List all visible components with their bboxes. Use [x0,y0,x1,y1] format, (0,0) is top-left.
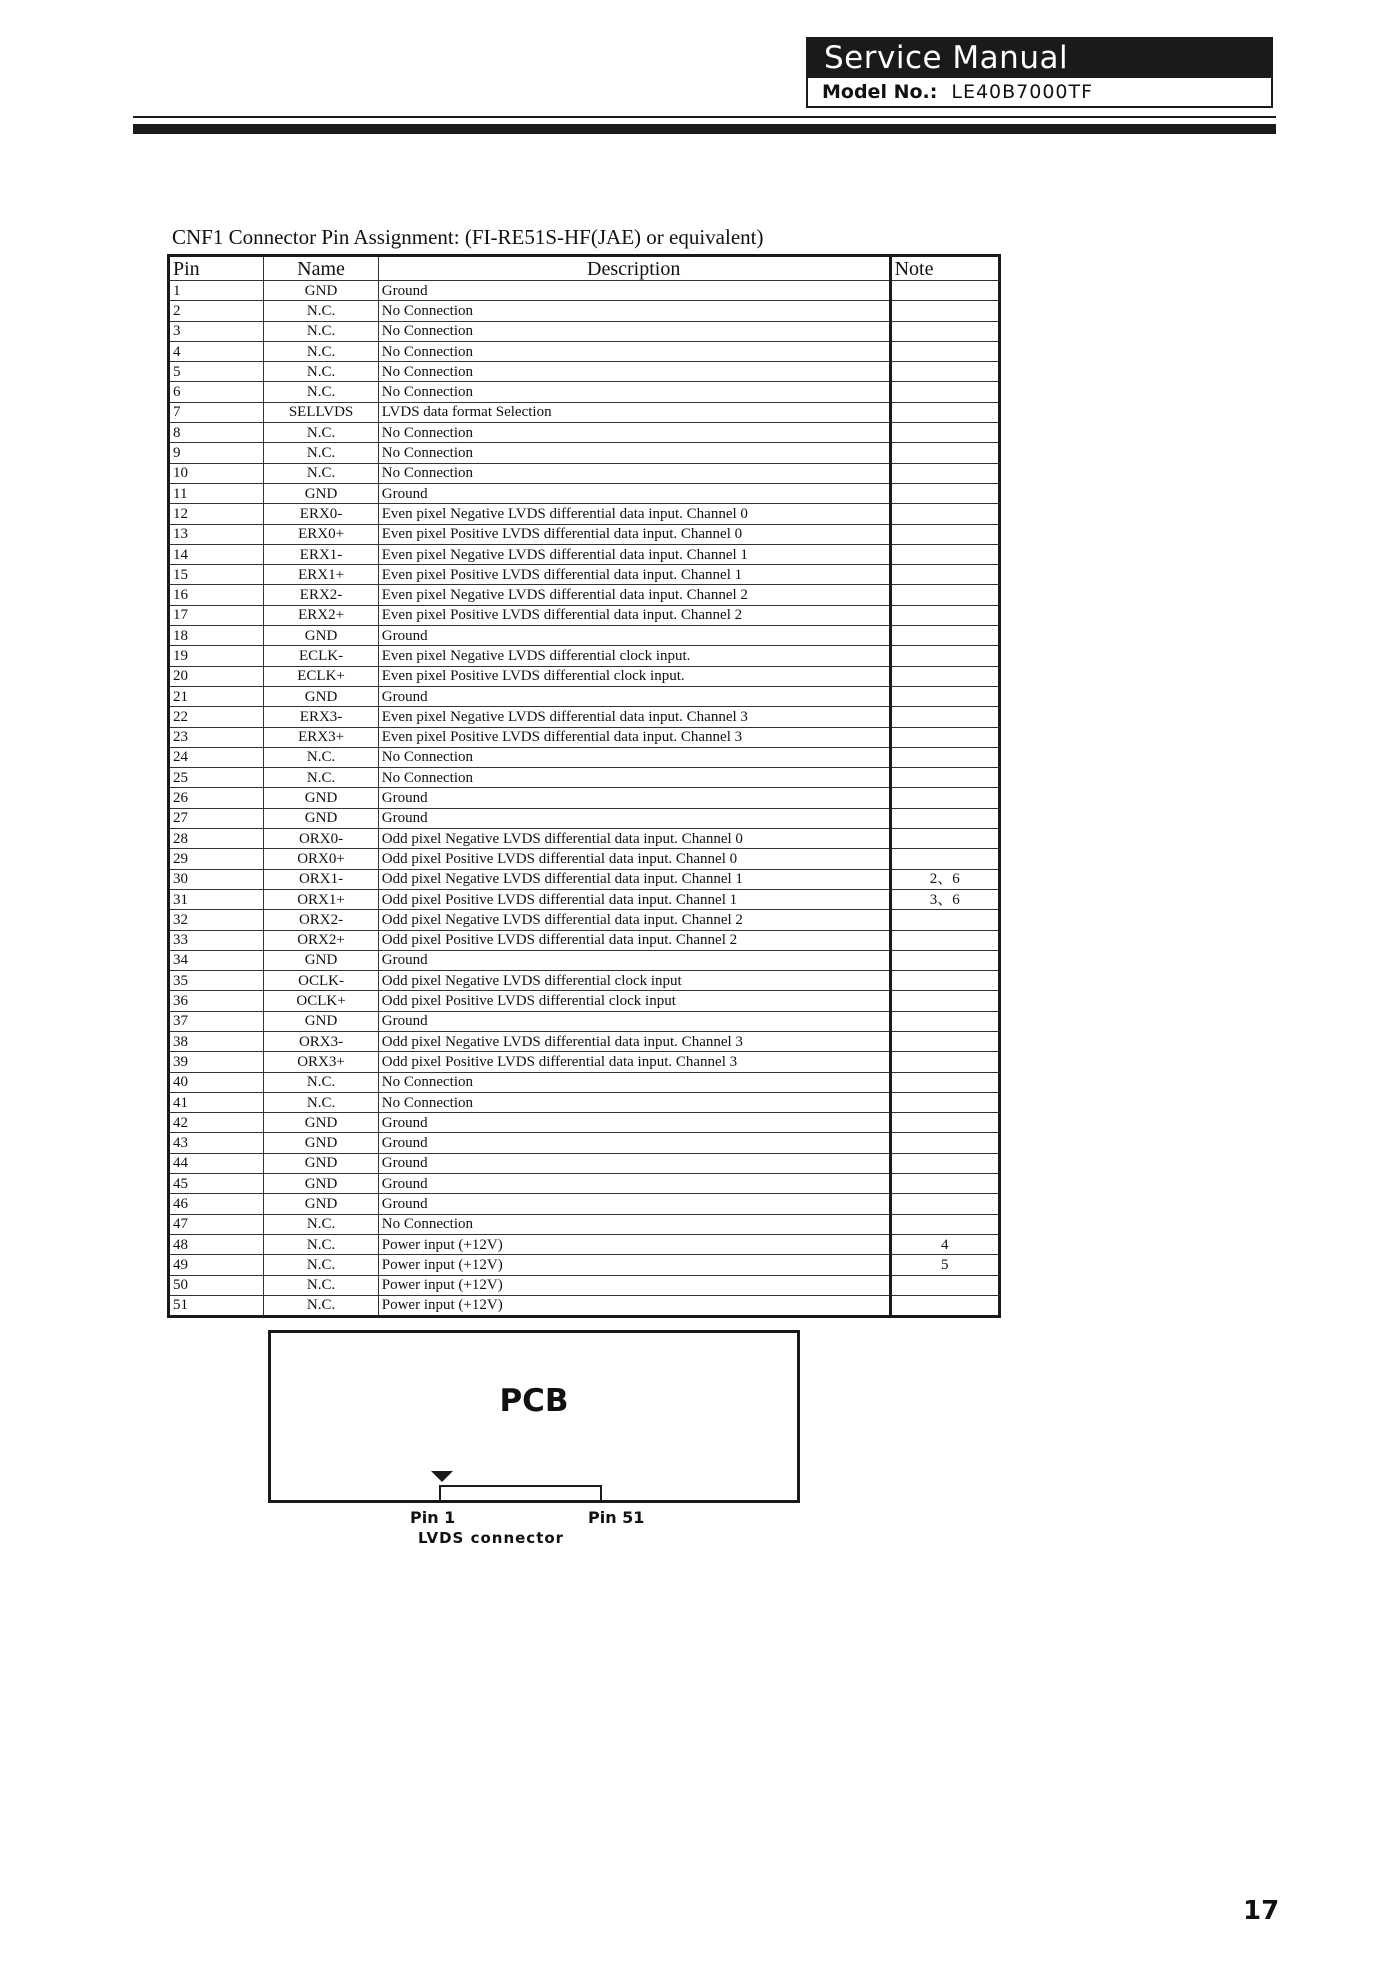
table-row [169,971,1000,991]
name-cell: N.C. [264,362,378,382]
description-cell: No Connection [378,443,890,463]
service-manual-header [806,37,1273,108]
table-row [169,1275,1000,1295]
name-cell: ERX0- [264,504,378,524]
column-header-pin: Pin [169,256,264,281]
table-row [169,666,1000,686]
description-cell: Even pixel Positive LVDS differential data input. Channel 3 [378,727,890,747]
pin-cell: 36 [169,991,264,1011]
note-cell [890,301,999,321]
name-cell: N.C. [264,423,378,443]
table-row [169,686,1000,706]
name-cell: N.C. [264,341,378,361]
name-cell: GND [264,1174,378,1194]
pin-cell: 44 [169,1153,264,1173]
note-cell [890,423,999,443]
description-cell: No Connection [378,362,890,382]
name-cell: N.C. [264,1234,378,1254]
description-cell: Power input (+12V) [378,1295,890,1316]
description-cell: Ground [378,1133,890,1153]
table-row [169,889,1000,909]
note-cell [890,707,999,727]
pin-cell: 39 [169,1052,264,1072]
description-cell: No Connection [378,1072,890,1092]
description-cell: No Connection [378,463,890,483]
note-cell [890,930,999,950]
name-cell: ERX1+ [264,565,378,585]
description-cell: Ground [378,1011,890,1031]
note-cell [890,788,999,808]
description-cell: Even pixel Negative LVDS differential data input. Channel 0 [378,504,890,524]
description-cell: Ground [378,808,890,828]
note-cell [890,626,999,646]
name-cell: GND [264,1153,378,1173]
name-cell: GND [264,1113,378,1133]
name-cell: ORX3+ [264,1052,378,1072]
note-cell [890,1214,999,1234]
name-cell: GND [264,626,378,646]
pin-assignment-table [167,254,1001,1318]
table-row [169,1194,1000,1214]
description-cell: Even pixel Negative LVDS differential data input. Channel 1 [378,544,890,564]
note-cell [890,1092,999,1112]
pin-cell: 49 [169,1255,264,1275]
name-cell: ORX1+ [264,889,378,909]
note-cell [890,829,999,849]
table-row [169,585,1000,605]
table-row [169,626,1000,646]
pcb-diagram [268,1330,800,1503]
table-row [169,930,1000,950]
description-cell: Odd pixel Positive LVDS differential data input. Channel 3 [378,1052,890,1072]
note-cell: 5 [890,1255,999,1275]
note-cell [890,544,999,564]
name-cell: N.C. [264,443,378,463]
table-row [169,341,1000,361]
table-row [169,382,1000,402]
table-row [169,1295,1000,1316]
table-row [169,707,1000,727]
name-cell: ECLK+ [264,666,378,686]
note-cell [890,565,999,585]
table-row [169,829,1000,849]
model-number [808,78,1271,108]
model-value: LE40B7000TF [951,81,1094,103]
pin-cell: 34 [169,950,264,970]
pin-cell: 16 [169,585,264,605]
description-cell: Ground [378,626,890,646]
name-cell: N.C. [264,463,378,483]
table-row [169,849,1000,869]
table-row [169,544,1000,564]
name-cell: N.C. [264,1092,378,1112]
table-row [169,950,1000,970]
table-row [169,605,1000,625]
pin-cell: 11 [169,483,264,503]
note-cell [890,686,999,706]
name-cell: GND [264,808,378,828]
note-cell [890,362,999,382]
table-row [169,1072,1000,1092]
pin-cell: 37 [169,1011,264,1031]
description-cell: Odd pixel Positive LVDS differential clock input [378,991,890,1011]
pin-cell: 46 [169,1194,264,1214]
name-cell: SELLVDS [264,402,378,422]
note-cell [890,1295,999,1316]
note-cell [890,605,999,625]
note-cell [890,849,999,869]
pin-cell: 24 [169,747,264,767]
name-cell: ORX0- [264,829,378,849]
table-row [169,301,1000,321]
pin-cell: 8 [169,423,264,443]
pin-cell: 26 [169,788,264,808]
description-cell: Ground [378,950,890,970]
pin-cell: 20 [169,666,264,686]
table-row [169,991,1000,1011]
description-cell: Ground [378,1153,890,1173]
description-cell: Ground [378,686,890,706]
note-cell [890,1072,999,1092]
description-cell: Odd pixel Positive LVDS differential data input. Channel 0 [378,849,890,869]
name-cell: N.C. [264,301,378,321]
description-cell: Even pixel Negative LVDS differential data input. Channel 2 [378,585,890,605]
note-cell [890,727,999,747]
description-cell: No Connection [378,382,890,402]
note-cell [890,585,999,605]
note-cell: 2、6 [890,869,999,889]
table-row [169,423,1000,443]
name-cell: N.C. [264,747,378,767]
table-row [169,524,1000,544]
name-cell: GND [264,1133,378,1153]
table-row [169,646,1000,666]
name-cell: N.C. [264,1295,378,1316]
description-cell: Power input (+12V) [378,1234,890,1254]
lvds-connector-shape [439,1485,602,1503]
pin-cell: 10 [169,463,264,483]
header-rule-thin [133,116,1276,118]
note-cell [890,646,999,666]
name-cell: GND [264,686,378,706]
pin-cell: 30 [169,869,264,889]
note-cell [890,1031,999,1051]
name-cell: GND [264,483,378,503]
description-cell: No Connection [378,747,890,767]
note-cell [890,666,999,686]
description-cell: No Connection [378,423,890,443]
table-title: CNF1 Connector Pin Assignment: (FI-RE51S-HF(JAE) or equivalent) [172,225,764,249]
name-cell: N.C. [264,1255,378,1275]
description-cell: Ground [378,281,890,301]
name-cell: N.C. [264,1275,378,1295]
pin-cell: 35 [169,971,264,991]
table-row [169,808,1000,828]
pin-cell: 12 [169,504,264,524]
model-label: Model No.: [822,81,938,103]
pin-cell: 15 [169,565,264,585]
pin-cell: 32 [169,910,264,930]
note-cell: 4 [890,1234,999,1254]
note-cell [890,1194,999,1214]
pin-cell: 1 [169,281,264,301]
table-row [169,788,1000,808]
description-cell: Odd pixel Positive LVDS differential data input. Channel 1 [378,889,890,909]
note-cell [890,281,999,301]
description-cell: Odd pixel Negative LVDS differential data input. Channel 3 [378,1031,890,1051]
pin-cell: 9 [169,443,264,463]
table-row [169,321,1000,341]
column-header-name: Name [264,256,378,281]
pin-cell: 50 [169,1275,264,1295]
name-cell: GND [264,950,378,970]
pin-cell: 29 [169,849,264,869]
table-row [169,910,1000,930]
note-cell [890,321,999,341]
name-cell: ECLK- [264,646,378,666]
note-cell [890,483,999,503]
description-cell: Power input (+12V) [378,1255,890,1275]
table-header-row [169,256,1000,281]
table-row [169,869,1000,889]
table-row [169,747,1000,767]
pin-cell: 31 [169,889,264,909]
name-cell: N.C. [264,1214,378,1234]
pin-cell: 22 [169,707,264,727]
note-cell [890,382,999,402]
note-cell [890,463,999,483]
note-cell [890,950,999,970]
note-cell [890,910,999,930]
pin-cell: 2 [169,301,264,321]
pin-cell: 43 [169,1133,264,1153]
name-cell: N.C. [264,1072,378,1092]
description-cell: No Connection [378,321,890,341]
name-cell: ERX3+ [264,727,378,747]
pin-cell: 40 [169,1072,264,1092]
note-cell [890,504,999,524]
note-cell: 3、6 [890,889,999,909]
name-cell: OCLK- [264,971,378,991]
pin-cell: 28 [169,829,264,849]
description-cell: No Connection [378,768,890,788]
table-row [169,483,1000,503]
note-cell [890,1275,999,1295]
description-cell: No Connection [378,341,890,361]
pin-cell: 14 [169,544,264,564]
pin-cell: 38 [169,1031,264,1051]
note-cell [890,768,999,788]
note-cell [890,1174,999,1194]
note-cell [890,1011,999,1031]
name-cell: ERX2- [264,585,378,605]
name-cell: ORX2- [264,910,378,930]
pin-cell: 27 [169,808,264,828]
pin-cell: 19 [169,646,264,666]
pin-cell: 7 [169,402,264,422]
description-cell: Even pixel Positive LVDS differential data input. Channel 0 [378,524,890,544]
pin-cell: 13 [169,524,264,544]
table-row [169,1113,1000,1133]
table-row [169,504,1000,524]
pin-cell: 45 [169,1174,264,1194]
table-row [169,1011,1000,1031]
description-cell: Odd pixel Positive LVDS differential data input. Channel 2 [378,930,890,950]
note-cell [890,1052,999,1072]
description-cell: No Connection [378,301,890,321]
pin-cell: 48 [169,1234,264,1254]
pin1-marker-arrow-icon [431,1471,453,1482]
pin-cell: 17 [169,605,264,625]
description-cell: Odd pixel Negative LVDS differential data input. Channel 1 [378,869,890,889]
note-cell [890,1153,999,1173]
name-cell: N.C. [264,382,378,402]
note-cell [890,808,999,828]
pcb-label: PCB [499,1383,569,1419]
pin-cell: 5 [169,362,264,382]
description-cell: Power input (+12V) [378,1275,890,1295]
table-row [169,402,1000,422]
note-cell [890,991,999,1011]
column-header-description: Description [378,256,890,281]
description-cell: Even pixel Positive LVDS differential data input. Channel 2 [378,605,890,625]
name-cell: ERX1- [264,544,378,564]
table-row [169,362,1000,382]
table-row [169,463,1000,483]
description-cell: Odd pixel Negative LVDS differential data input. Channel 0 [378,829,890,849]
table-row [169,1153,1000,1173]
description-cell: Even pixel Negative LVDS differential clock input. [378,646,890,666]
description-cell: No Connection [378,1214,890,1234]
table-row [169,1234,1000,1254]
pin-cell: 42 [169,1113,264,1133]
name-cell: ORX3- [264,1031,378,1051]
pin-cell: 47 [169,1214,264,1234]
name-cell: ERX3- [264,707,378,727]
pin51-label: Pin 51 [588,1508,645,1527]
name-cell: ERX2+ [264,605,378,625]
name-cell: GND [264,788,378,808]
name-cell: N.C. [264,768,378,788]
header-rule-thick [133,124,1276,134]
pin-cell: 33 [169,930,264,950]
description-cell: No Connection [378,1092,890,1112]
name-cell: ERX0+ [264,524,378,544]
table-row [169,1052,1000,1072]
note-cell [890,402,999,422]
description-cell: Odd pixel Negative LVDS differential clock input [378,971,890,991]
description-cell: Odd pixel Negative LVDS differential data input. Channel 2 [378,910,890,930]
note-cell [890,1133,999,1153]
description-cell: Ground [378,788,890,808]
name-cell: N.C. [264,321,378,341]
note-cell [890,341,999,361]
pin-cell: 25 [169,768,264,788]
description-cell: Ground [378,1113,890,1133]
note-cell [890,524,999,544]
name-cell: GND [264,1011,378,1031]
pin1-label: Pin 1 [410,1508,456,1527]
description-cell: Even pixel Positive LVDS differential clock input. [378,666,890,686]
table-row [169,281,1000,301]
header-title: Service Manual [808,39,1271,78]
column-header-note: Note [890,256,999,281]
pin-cell: 18 [169,626,264,646]
pin-cell: 4 [169,341,264,361]
description-cell: Ground [378,1174,890,1194]
description-cell: Ground [378,483,890,503]
table-row [169,1092,1000,1112]
pin-cell: 6 [169,382,264,402]
note-cell [890,971,999,991]
table-row [169,1174,1000,1194]
name-cell: ORX1- [264,869,378,889]
table-row [169,1214,1000,1234]
pin-cell: 23 [169,727,264,747]
page-number: 17 [1243,1896,1280,1926]
note-cell [890,1113,999,1133]
table-row [169,1133,1000,1153]
table-row [169,565,1000,585]
note-cell [890,747,999,767]
note-cell [890,443,999,463]
description-cell: Even pixel Negative LVDS differential data input. Channel 3 [378,707,890,727]
pin-cell: 51 [169,1295,264,1316]
table-row [169,768,1000,788]
table-row [169,1255,1000,1275]
description-cell: Ground [378,1194,890,1214]
name-cell: ORX0+ [264,849,378,869]
table-row [169,443,1000,463]
name-cell: ORX2+ [264,930,378,950]
table-row [169,727,1000,747]
pin-cell: 41 [169,1092,264,1112]
pin-cell: 21 [169,686,264,706]
description-cell: LVDS data format Selection [378,402,890,422]
table-row [169,1031,1000,1051]
connector-label: LVDS connector [418,1529,565,1547]
description-cell: Even pixel Positive LVDS differential data input. Channel 1 [378,565,890,585]
name-cell: GND [264,1194,378,1214]
pin-cell: 3 [169,321,264,341]
name-cell: GND [264,281,378,301]
name-cell: OCLK+ [264,991,378,1011]
